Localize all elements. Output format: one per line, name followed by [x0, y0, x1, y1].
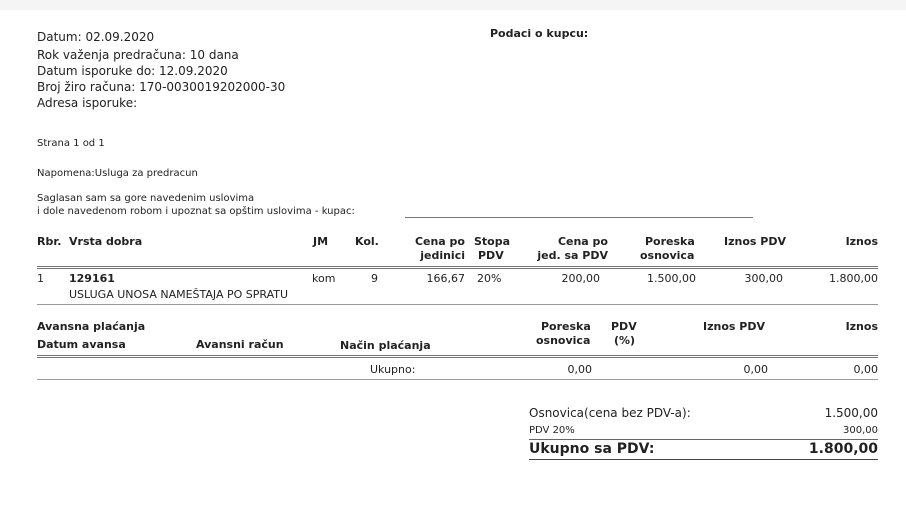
- summary-total-value: 1.800,00: [808, 441, 878, 457]
- delivery-address-line: Adresa isporuke:: [37, 96, 138, 110]
- col-adv-iznos-header: Iznos: [845, 320, 878, 333]
- col-osnovica-header-2: osnovica: [640, 249, 695, 262]
- summary-base-label: Osnovica(cena bez PDV-a):: [529, 406, 691, 420]
- row-opis: USLUGA UNOSA NAMEŠTAJA PO SPRATU: [69, 288, 289, 301]
- row-osnovica: 1.500,00: [647, 272, 696, 285]
- col-cena-header-1: Cena po: [414, 235, 465, 248]
- row-iznos: 1.800,00: [829, 272, 878, 285]
- advance-total-label: Ukupno:: [370, 363, 416, 376]
- col-stopa-header-2: PDV: [478, 249, 504, 262]
- advance-total-pdv: 0,00: [743, 363, 768, 376]
- col-cena-jed-header-1: Cena po: [557, 235, 608, 248]
- note-line: Napomena:Usluga za predracun: [37, 168, 198, 179]
- col-cena-header-2: jedinici: [420, 249, 465, 262]
- col-iznos-pdv-header: Iznos PDV: [724, 235, 786, 248]
- signature-line: [405, 217, 753, 218]
- row-sifra: 129161: [69, 272, 115, 285]
- items-bottom-rule: [37, 304, 878, 305]
- bank-account-line: Broj žiro računa: 170-0030019202000-30: [37, 80, 286, 94]
- delivery-date-line: Datum isporuke do: 12.09.2020: [37, 64, 228, 78]
- row-stopa: 20%: [477, 272, 502, 285]
- col-adv-iznos-pdv-header: Iznos PDV: [703, 320, 765, 333]
- col-stopa-header-1: Stopa: [474, 235, 511, 248]
- agreement-line-2: i dole navedenom robom i upoznat sa opštim uslovima - kupac:: [37, 206, 355, 217]
- col-kol-header: Kol.: [355, 235, 379, 248]
- validity-line: Rok važenja predračuna: 10 dana: [37, 48, 239, 62]
- date-line: Datum: 02.09.2020: [37, 30, 155, 44]
- summary-total-rule: [529, 459, 878, 460]
- summary-total-label: Ukupno sa PDV:: [529, 441, 655, 457]
- advance-heading: Avansna plaćanja: [37, 320, 146, 333]
- page-number: Strana 1 od 1: [37, 138, 105, 149]
- advance-header-rule-2: [37, 357, 878, 358]
- col-adv-pdv-header-2: (%): [614, 334, 636, 347]
- summary-base-value: 1.500,00: [824, 406, 878, 420]
- advance-bottom-rule: [37, 379, 878, 380]
- top-cutoff-strip: [0, 0, 906, 10]
- advance-total-iznos: 0,00: [853, 363, 878, 376]
- items-header-rule: [37, 266, 878, 267]
- col-adv-pdv-header-1: PDV: [611, 320, 637, 333]
- col-cena-jed-header-2: jed. sa PDV: [537, 249, 608, 262]
- col-datum-avansa-header: Datum avansa: [37, 338, 126, 351]
- col-vrsta-header: Vrsta dobra: [69, 235, 143, 248]
- advance-header-rule: [37, 355, 878, 356]
- summary-vat-value: 300,00: [843, 425, 878, 436]
- row-cena-sa-pdv: 200,00: [561, 272, 600, 285]
- col-jm-header: JM: [313, 235, 329, 248]
- col-osnovica-header-1: Poreska: [645, 235, 695, 248]
- agreement-line-1: Saglasan sam sa gore navedenim uslovima: [37, 193, 255, 204]
- row-kol: 9: [371, 272, 378, 285]
- col-adv-osnovica-header-1: Poreska: [541, 320, 591, 333]
- col-iznos-header: Iznos: [845, 235, 878, 248]
- summary-vat-label: PDV 20%: [529, 425, 575, 436]
- col-avansni-racun-header: Avansni račun: [196, 338, 284, 351]
- items-header-rule-2: [37, 268, 878, 269]
- row-jm: kom: [312, 272, 336, 285]
- summary-rule: [529, 439, 878, 440]
- buyer-info-heading: Podaci o kupcu:: [490, 27, 589, 40]
- row-cena: 166,67: [426, 272, 465, 285]
- col-rbr-header: Rbr.: [37, 235, 62, 248]
- col-nacin-header: Način plaćanja: [340, 339, 431, 352]
- row-rbr: 1: [37, 272, 44, 285]
- advance-total-osnovica: 0,00: [567, 363, 592, 376]
- col-adv-osnovica-header-2: osnovica: [536, 334, 591, 347]
- row-iznos-pdv: 300,00: [744, 272, 783, 285]
